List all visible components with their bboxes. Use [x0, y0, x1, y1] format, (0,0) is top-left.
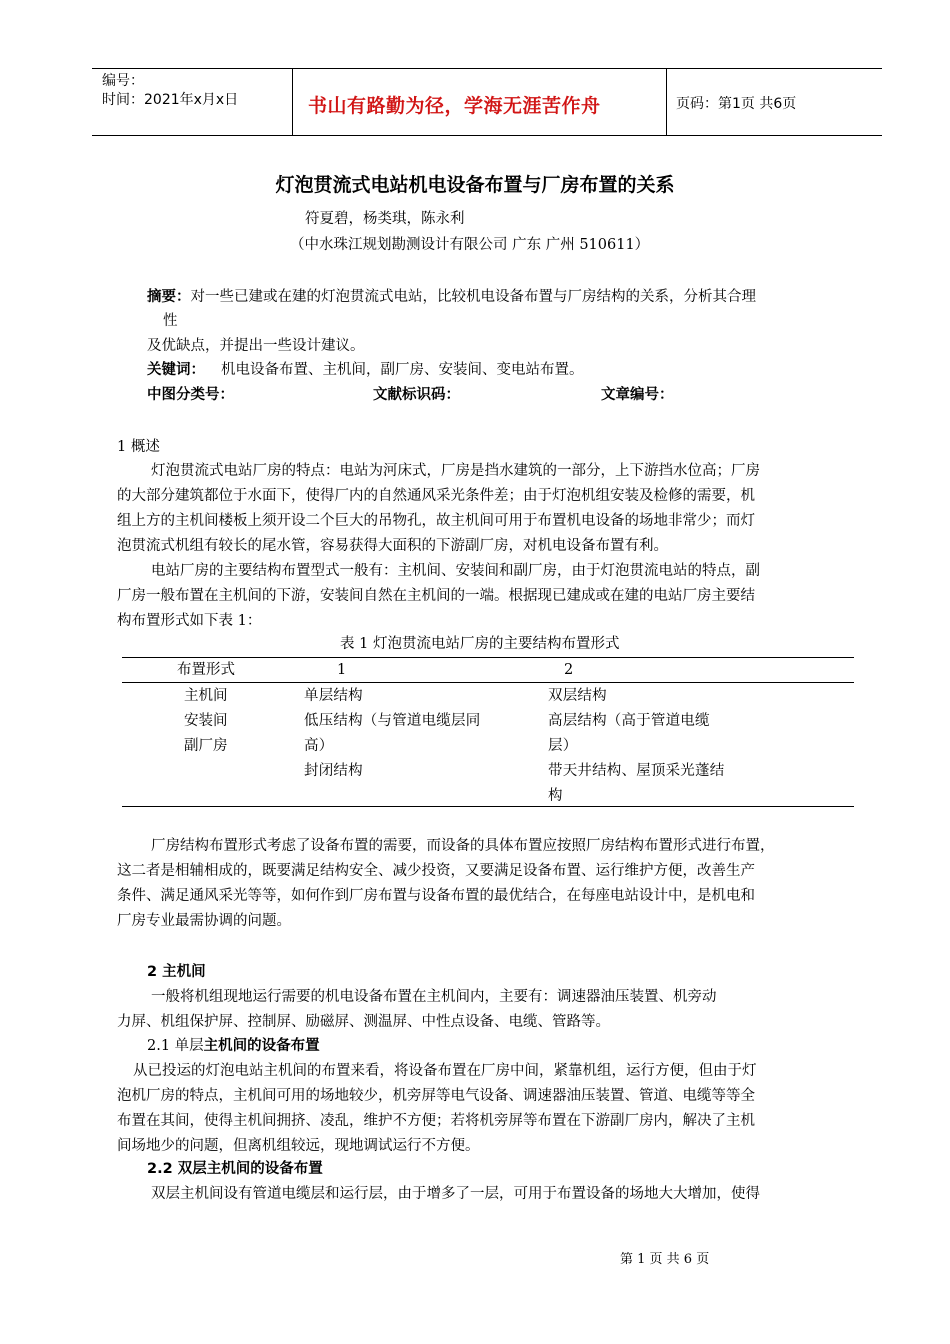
subsection-2-2-para [117, 1182, 862, 1207]
table1-col1 [304, 684, 534, 784]
section1-heading: 1 概述 [117, 439, 160, 455]
row-label-install-bay: 安装间 [184, 713, 228, 729]
section2-heading: 2 主机间 [147, 964, 206, 980]
s1p2-line: 构布置形式如下表 1： [117, 613, 262, 629]
table-cell: 高层结构（高于管道电缆 [548, 713, 710, 729]
s1p1-line: 的大部分建筑都位于水面下，使得厂内的自然通风采光条件差；由于灯泡机组安装及检修的需要，机 [117, 488, 755, 504]
table-cell: 双层结构 [548, 688, 607, 704]
s22-line: 双层主机间设有管道电缆层和运行层，由于增多了一层，可用于布置设备的场地大大增加，使得 [151, 1186, 760, 1202]
table1-header-2: 2 [564, 662, 574, 678]
header-divider-right [666, 68, 667, 135]
footer-page-number: 第 1 页 共 6 页 [620, 1252, 710, 1267]
table-cell: 高） [304, 738, 334, 754]
s21-line: 从已投运的灯泡电站主机间的布置来看，将设备布置在厂房中间，紧靠机组，运行方便，但由于灯 [133, 1063, 757, 1079]
table1-header-layout: 布置形式 [177, 662, 235, 678]
section2-para1 [117, 985, 862, 1035]
header-page-info: 页码：第1页 共6页 [676, 96, 797, 112]
subsection-2-1-heading [147, 1034, 320, 1059]
table-cell: 封闭结构 [304, 763, 363, 779]
table1-caption: 表 1 灯泡贯流电站厂房的主要结构布置形式 [340, 636, 620, 652]
doc-code-label: 文献标识码： [373, 387, 460, 403]
subsection-2-1-prefix: 2.1 单层 [147, 1038, 204, 1054]
abstract-line2: 性 [163, 313, 178, 329]
table-cell: 层） [548, 738, 578, 754]
authors: 符夏碧，杨类琪，陈永利 [305, 211, 465, 227]
abstract-line3: 及优缺点，并提出一些设计建议。 [147, 338, 365, 354]
header-top-rule [92, 68, 882, 69]
table-cell: 构 [548, 788, 563, 804]
affiliation: （中水珠江规划勘测设计有限公司 广东 广州 510611） [290, 237, 650, 253]
s1p1-line: 泡贯流式机组有较长的尾水管，容易获得大面积的下游副厂房，对机电设备布置有利。 [117, 538, 668, 554]
s21-line: 间场地少的问题，但离机组较远，现地调试运行不方便。 [117, 1138, 480, 1154]
page-title: 灯泡贯流式电站机电设备布置与厂房布置的关系 [275, 174, 675, 196]
s1p2-line: 厂房一般布置在主机间的下游，安装间自然在主机间的一端。根据现已建成或在建的电站厂房主要结 [117, 588, 755, 604]
header-motto: 书山有路勤为径，学海无涯苦作舟 [308, 95, 601, 117]
p3-line: 厂房结构布置形式考虑了设备布置的需要，而设备的具体布置应按照厂房结构布置形式进行布置， [151, 838, 775, 854]
s1p2-line: 电站厂房的主要结构布置型式一般有：主机间、安装间和副厂房，由于灯泡贯流电站的特点，副 [151, 563, 760, 579]
table1-col2 [548, 684, 768, 809]
s21-line: 泡机厂房的特点，主机间可用的场地较少，机旁屏等电气设备、调速器油压装置、管道、电缆等等全 [117, 1088, 755, 1104]
p3-line: 这二者是相辅相成的，既要满足结构安全、减少投资，又要满足设备布置、运行维护方便，改善生产 [117, 863, 755, 879]
keywords-line [147, 358, 584, 383]
p3-line: 厂房专业最需协调的问题。 [117, 913, 291, 929]
subsection-2-1-title: 主机间的设备布置 [203, 1038, 320, 1054]
para3 [117, 834, 862, 934]
abstract-text1: 对一些已建或在建的灯泡贯流式电站，比较机电设备布置与厂房结构的关系，分析其合理 [190, 289, 756, 305]
table1-header-1: 1 [337, 662, 347, 678]
keywords-label: 关键词： [147, 362, 205, 378]
p3-line: 条件、满足通风采光等等，如何作到厂房布置与设备布置的最优结合，在每座电站设计中，是机电和 [117, 888, 755, 904]
s21-line: 布置在其间，使得主机间拥挤、凌乱，维护不方便；若将机旁屏等布置在下游副厂房内，解决了主机 [117, 1113, 755, 1129]
table-cell: 带天井结构、屋顶采光蓬结 [548, 763, 725, 779]
abstract-line1 [147, 285, 756, 310]
s2p1-line: 一般将机组现地运行需要的机电设备布置在主机间内，主要有：调速器油压装置、机旁动 [151, 989, 717, 1005]
header-divider-left [292, 68, 293, 135]
table-cell: 低压结构（与管道电缆层同 [304, 713, 481, 729]
table-cell: 单层结构 [304, 688, 363, 704]
subsection-2-2-heading: 2.2 双层主机间的设备布置 [147, 1161, 323, 1177]
s1p1-line: 灯泡贯流式电站厂房的特点：电站为河床式，厂房是挡水建筑的一部分，上下游挡水位高；厂房 [151, 463, 760, 479]
abstract-label: 摘要： [147, 289, 191, 305]
table1-row-label [184, 684, 228, 759]
row-label-aux-building: 副厂房 [184, 738, 228, 754]
section1-para1 [117, 459, 862, 559]
header-id-label: 编号： [102, 73, 144, 89]
s2p1-line: 力屏、机组保护屏、控制屏、励磁屏、测温屏、中性点设备、电缆、管路等。 [117, 1014, 610, 1030]
clc-label: 中图分类号： [147, 387, 234, 403]
article-no-label: 文章编号： [601, 387, 674, 403]
s1p1-line: 组上方的主机间楼板上须开设二个巨大的吊物孔，故主机间可用于布置机电设备的场地非常少；而灯 [117, 513, 755, 529]
section1-para2 [117, 559, 862, 634]
subsection-2-1-para [117, 1059, 862, 1159]
keywords-text: 机电设备布置、主机间，副厂房、安装间、变电站布置。 [221, 362, 584, 378]
header-bottom-rule [92, 135, 882, 136]
row-label-main-hall: 主机间 [184, 688, 228, 704]
header-time-label: 时间：2021年x月x日 [102, 92, 239, 108]
